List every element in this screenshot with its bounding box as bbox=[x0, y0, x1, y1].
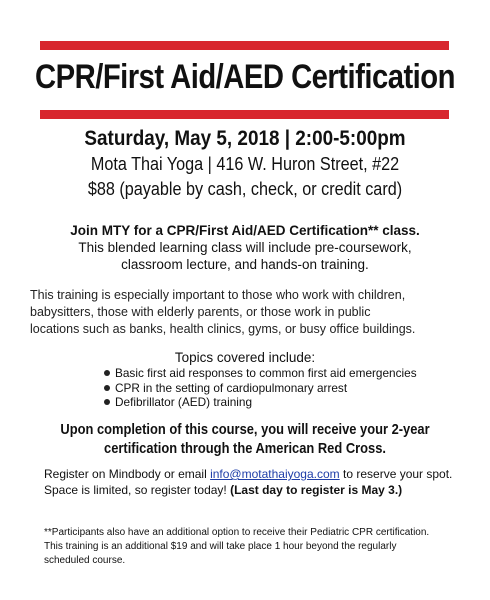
intro-line-3: classroom lecture, and hands-on training. bbox=[121, 257, 369, 272]
intro-line-1: Join MTY for a CPR/First Aid/AED Certification** class. bbox=[70, 223, 420, 238]
register-prefix: Register on Mindbody or email bbox=[44, 467, 211, 481]
page-title: CPR/First Aid/AED Certification bbox=[35, 58, 455, 96]
intro-paragraph bbox=[0, 222, 490, 273]
completion-line-2: certification through the American Red Cross. bbox=[104, 440, 386, 457]
event-price: $88 (payable by cash, check, or credit card) bbox=[87, 179, 403, 199]
bottom-red-bar bbox=[40, 110, 449, 119]
bullet-icon bbox=[104, 370, 110, 376]
footnote-line-1: **Participants also have an additional option to receive their Pediatric CPR certification. bbox=[44, 527, 430, 538]
bullet-icon bbox=[104, 385, 110, 391]
importance-line-1: This training is especially important to those who work with children, bbox=[30, 288, 406, 302]
importance-paragraph bbox=[30, 287, 470, 338]
register-line-2 bbox=[44, 482, 464, 498]
completion-line-1: Upon completion of this course, you will receive your 2-year bbox=[60, 421, 430, 438]
register-paragraph bbox=[44, 466, 464, 498]
intro-line-2: This blended learning class will include pre-coursework, bbox=[78, 240, 412, 255]
topic-text: Defibrillator (AED) training bbox=[115, 395, 253, 409]
footnote-line-2: This training is an additional $19 and will take place 1 hour beyond the regularly bbox=[44, 541, 397, 552]
topics-heading: Topics covered include: bbox=[174, 350, 316, 365]
importance-line-3: locations such as banks, health clinics, gyms, or busy office buildings. bbox=[30, 322, 416, 336]
completion-notice bbox=[34, 420, 455, 458]
topic-text: Basic first aid responses to common first aid emergencies bbox=[115, 366, 417, 380]
register-suffix: to reserve your spot. bbox=[339, 467, 453, 481]
list-item bbox=[104, 366, 417, 381]
top-red-bar bbox=[40, 41, 449, 50]
email-link[interactable]: info@motathaiyoga.com bbox=[210, 467, 340, 481]
event-date-time: Saturday, May 5, 2018 | 2:00-5:00pm bbox=[84, 127, 406, 150]
footnote bbox=[44, 526, 464, 568]
topic-text: CPR in the setting of cardiopulmonary arrest bbox=[115, 380, 348, 395]
footnote-line-3: scheduled course. bbox=[44, 555, 126, 566]
list-item bbox=[104, 395, 417, 410]
topics-list bbox=[104, 366, 417, 410]
register-line-1 bbox=[44, 466, 464, 482]
register-urgency: Space is limited, so register today! bbox=[44, 483, 231, 497]
list-item bbox=[104, 381, 417, 396]
register-deadline: (Last day to register is May 3.) bbox=[230, 483, 403, 497]
bullet-icon bbox=[104, 399, 110, 405]
event-venue: Mota Thai Yoga | 416 W. Huron Street, #22 bbox=[90, 154, 400, 174]
importance-line-2: babysitters, those with elderly parents, or those work in public bbox=[30, 305, 371, 319]
